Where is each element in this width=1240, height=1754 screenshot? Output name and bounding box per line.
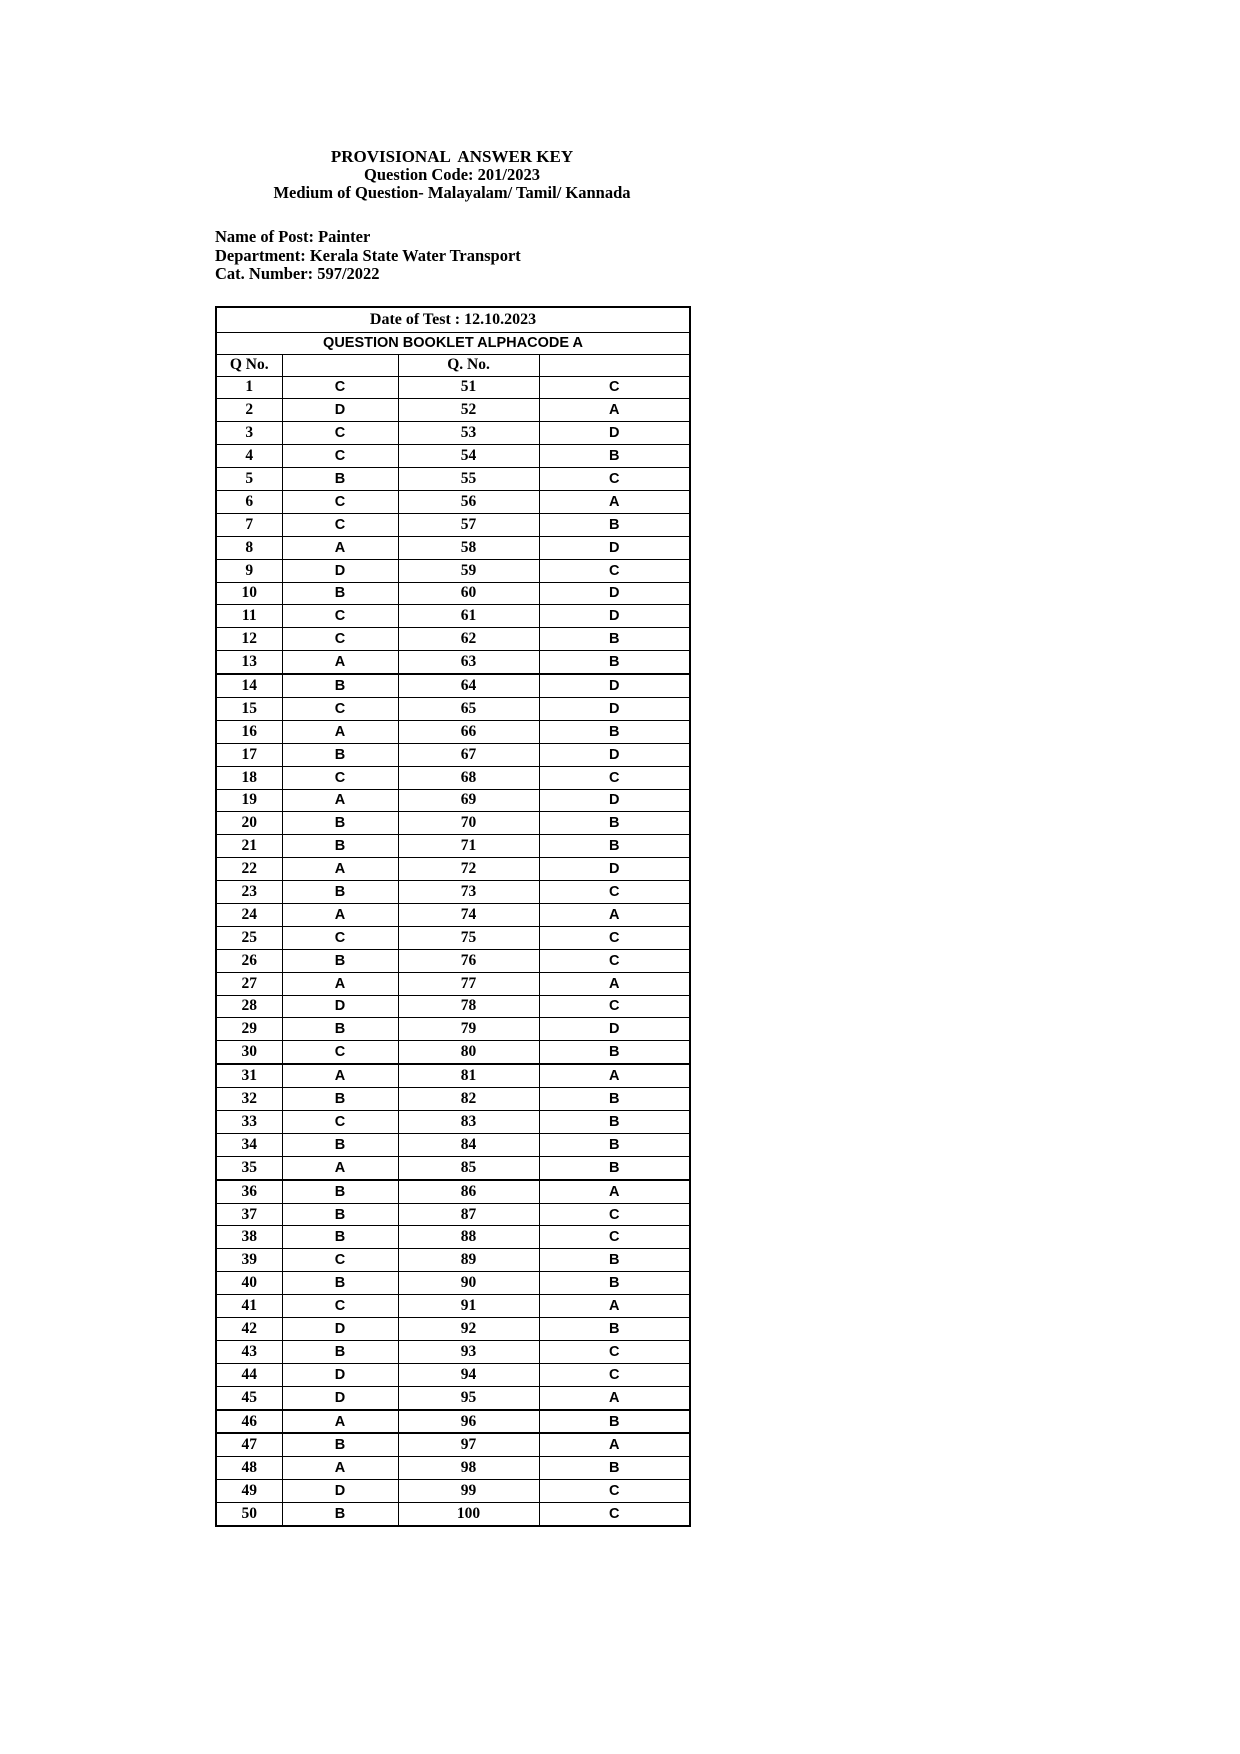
answer-cell: B [282, 1433, 398, 1456]
answer-cell: D [282, 1363, 398, 1386]
question-number-cell: 12 [216, 628, 282, 651]
content-column [215, 148, 689, 1527]
answer-cell: B [282, 1503, 398, 1526]
answer-cell: A [539, 399, 690, 422]
answer-row [216, 743, 690, 766]
answer-row [216, 766, 690, 789]
answer-cell: A [282, 1064, 398, 1087]
question-number-cell: 62 [398, 628, 539, 651]
answer-cell: A [282, 789, 398, 812]
answer-cell: C [282, 490, 398, 513]
answer-cell: B [282, 1340, 398, 1363]
question-number-cell: 3 [216, 422, 282, 445]
question-number-cell: 26 [216, 949, 282, 972]
question-number-cell: 93 [398, 1340, 539, 1363]
answer-cell: B [282, 1133, 398, 1156]
answer-cell: A [282, 1457, 398, 1480]
post-info-block [215, 228, 689, 284]
question-number-cell: 99 [398, 1480, 539, 1503]
answer-row [216, 1088, 690, 1111]
answer-row [216, 1410, 690, 1434]
answer-cell: A [282, 720, 398, 743]
answer-row [216, 1272, 690, 1295]
answer-cell: A [539, 1295, 690, 1318]
answer-row [216, 605, 690, 628]
question-number-cell: 89 [398, 1249, 539, 1272]
answer-cell: D [282, 399, 398, 422]
answer-cell: C [539, 1340, 690, 1363]
answer-row [216, 1156, 690, 1179]
answer-cell: C [282, 376, 398, 399]
answer-cell: D [539, 674, 690, 697]
question-number-cell: 78 [398, 995, 539, 1018]
col-header-qno-left: Q No. [216, 354, 282, 376]
answer-cell: A [539, 490, 690, 513]
question-number-cell: 56 [398, 490, 539, 513]
question-number-cell: 58 [398, 536, 539, 559]
answer-row [216, 468, 690, 491]
question-number-cell: 28 [216, 995, 282, 1018]
answer-cell: C [539, 881, 690, 904]
question-number-cell: 34 [216, 1133, 282, 1156]
answer-cell: C [282, 697, 398, 720]
question-number-cell: 76 [398, 949, 539, 972]
answer-cell: A [539, 972, 690, 995]
answer-row [216, 812, 690, 835]
question-number-cell: 53 [398, 422, 539, 445]
answer-cell: B [539, 1272, 690, 1295]
question-number-cell: 64 [398, 674, 539, 697]
answer-cell: B [282, 674, 398, 697]
answer-cell: A [539, 1180, 690, 1203]
answer-row [216, 513, 690, 536]
answer-row [216, 1249, 690, 1272]
question-number-cell: 17 [216, 743, 282, 766]
answer-cell: B [539, 1318, 690, 1341]
answer-cell: B [539, 1088, 690, 1111]
department-line: Department: Kerala State Water Transport [215, 245, 521, 265]
question-number-cell: 39 [216, 1249, 282, 1272]
answer-cell: B [282, 1226, 398, 1249]
question-number-cell: 98 [398, 1457, 539, 1480]
question-number-cell: 40 [216, 1272, 282, 1295]
question-number-cell: 85 [398, 1156, 539, 1179]
question-number-cell: 30 [216, 1041, 282, 1064]
answer-cell: A [282, 651, 398, 674]
answer-row [216, 1457, 690, 1480]
answer-cell: D [539, 743, 690, 766]
answer-cell: C [282, 605, 398, 628]
question-number-cell: 2 [216, 399, 282, 422]
question-number-cell: 43 [216, 1340, 282, 1363]
answer-table-body [216, 376, 690, 1526]
answer-row [216, 651, 690, 674]
question-number-cell: 4 [216, 445, 282, 468]
question-number-cell: 79 [398, 1018, 539, 1041]
question-number-cell: 88 [398, 1226, 539, 1249]
answer-cell: A [282, 1410, 398, 1434]
question-number-cell: 67 [398, 743, 539, 766]
question-number-cell: 81 [398, 1064, 539, 1087]
answer-row [216, 628, 690, 651]
answer-row [216, 490, 690, 513]
answer-row [216, 1363, 690, 1386]
answer-row [216, 582, 690, 605]
answer-cell: C [539, 1480, 690, 1503]
question-number-cell: 65 [398, 697, 539, 720]
answer-cell: C [539, 1226, 690, 1249]
question-number-cell: 84 [398, 1133, 539, 1156]
answer-cell: C [282, 766, 398, 789]
answer-cell: A [282, 858, 398, 881]
question-number-cell: 6 [216, 490, 282, 513]
question-number-cell: 74 [398, 903, 539, 926]
question-number-cell: 91 [398, 1295, 539, 1318]
answer-row [216, 789, 690, 812]
question-number-cell: 46 [216, 1410, 282, 1434]
answer-cell: D [282, 1386, 398, 1409]
question-number-cell: 72 [398, 858, 539, 881]
answer-cell: A [282, 536, 398, 559]
question-number-cell: 19 [216, 789, 282, 812]
question-number-cell: 96 [398, 1410, 539, 1434]
answer-cell: D [539, 536, 690, 559]
question-number-cell: 15 [216, 697, 282, 720]
answer-row [216, 674, 690, 697]
question-number-cell: 52 [398, 399, 539, 422]
question-number-cell: 31 [216, 1064, 282, 1087]
question-number-cell: 1 [216, 376, 282, 399]
question-number-cell: 48 [216, 1457, 282, 1480]
answer-row [216, 1318, 690, 1341]
answer-cell: B [282, 835, 398, 858]
question-number-cell: 95 [398, 1386, 539, 1409]
col-header-qno-right: Q. No. [398, 354, 539, 376]
answer-row [216, 1041, 690, 1064]
answer-row [216, 697, 690, 720]
question-number-cell: 60 [398, 582, 539, 605]
answer-cell: B [539, 1133, 690, 1156]
answer-cell: B [282, 1180, 398, 1203]
answer-cell: C [282, 1111, 398, 1134]
answer-cell: C [282, 445, 398, 468]
answer-row [216, 445, 690, 468]
answer-row [216, 1340, 690, 1363]
answer-cell: B [539, 1249, 690, 1272]
document-heading [215, 148, 689, 202]
question-number-cell: 23 [216, 881, 282, 904]
answer-cell: A [282, 1156, 398, 1179]
question-number-cell: 29 [216, 1018, 282, 1041]
question-number-cell: 87 [398, 1203, 539, 1226]
question-number-cell: 21 [216, 835, 282, 858]
answer-cell: B [282, 881, 398, 904]
answer-cell: D [282, 559, 398, 582]
answer-cell: A [539, 903, 690, 926]
question-number-cell: 75 [398, 926, 539, 949]
answer-cell: D [539, 697, 690, 720]
answer-cell: B [539, 812, 690, 835]
answer-cell: B [282, 812, 398, 835]
answer-row [216, 1503, 690, 1526]
page-title: PROVISIONAL ANSWER KEY [330, 147, 574, 166]
answer-cell: B [539, 720, 690, 743]
answer-cell: D [539, 789, 690, 812]
answer-cell: B [282, 1272, 398, 1295]
answer-row [216, 1111, 690, 1134]
answer-cell: C [282, 628, 398, 651]
answer-cell: B [539, 835, 690, 858]
answer-cell: D [282, 1318, 398, 1341]
question-number-cell: 27 [216, 972, 282, 995]
answer-cell: A [539, 1386, 690, 1409]
answer-row [216, 1433, 690, 1456]
answer-cell: C [539, 376, 690, 399]
answer-cell: B [282, 743, 398, 766]
question-number-cell: 32 [216, 1088, 282, 1111]
question-number-cell: 41 [216, 1295, 282, 1318]
answer-cell: B [539, 445, 690, 468]
question-number-cell: 45 [216, 1386, 282, 1409]
answer-cell: C [539, 995, 690, 1018]
answer-row [216, 1180, 690, 1203]
question-number-cell: 92 [398, 1318, 539, 1341]
answer-cell: D [539, 1018, 690, 1041]
answer-row [216, 1480, 690, 1503]
column-header-row [216, 354, 690, 376]
question-number-cell: 14 [216, 674, 282, 697]
answer-row [216, 1226, 690, 1249]
question-number-cell: 86 [398, 1180, 539, 1203]
question-number-cell: 37 [216, 1203, 282, 1226]
answer-cell: D [539, 582, 690, 605]
question-number-cell: 90 [398, 1272, 539, 1295]
question-number-cell: 35 [216, 1156, 282, 1179]
alphacode-header: QUESTION BOOKLET ALPHACODE A [216, 332, 690, 354]
question-number-cell: 44 [216, 1363, 282, 1386]
answer-cell: C [282, 1249, 398, 1272]
question-number-cell: 11 [216, 605, 282, 628]
answer-row [216, 1203, 690, 1226]
answer-cell: A [282, 903, 398, 926]
answer-row [216, 881, 690, 904]
answer-cell: B [539, 1457, 690, 1480]
answer-cell: C [282, 1295, 398, 1318]
answer-cell: C [539, 1363, 690, 1386]
question-number-cell: 73 [398, 881, 539, 904]
date-of-test: Date of Test : 12.10.2023 [216, 307, 690, 333]
answer-key-table [215, 306, 691, 1528]
answer-cell: B [282, 468, 398, 491]
answer-cell: D [539, 605, 690, 628]
question-number-cell: 16 [216, 720, 282, 743]
question-number-cell: 8 [216, 536, 282, 559]
question-number-cell: 50 [216, 1503, 282, 1526]
question-number-cell: 18 [216, 766, 282, 789]
question-number-cell: 68 [398, 766, 539, 789]
answer-row [216, 926, 690, 949]
alphacode-row [216, 332, 690, 354]
question-number-cell: 10 [216, 582, 282, 605]
question-number-cell: 70 [398, 812, 539, 835]
answer-row [216, 903, 690, 926]
answer-cell: C [539, 766, 690, 789]
date-of-test-row [216, 307, 690, 333]
answer-row [216, 376, 690, 399]
question-number-cell: 33 [216, 1111, 282, 1134]
answer-cell: C [539, 949, 690, 972]
question-number-cell: 54 [398, 445, 539, 468]
answer-cell: C [539, 926, 690, 949]
answer-row [216, 835, 690, 858]
answer-cell: C [539, 1203, 690, 1226]
answer-cell: B [539, 1041, 690, 1064]
question-number-cell: 83 [398, 1111, 539, 1134]
answer-cell: D [539, 858, 690, 881]
question-number-cell: 20 [216, 812, 282, 835]
answer-cell: C [539, 559, 690, 582]
answer-row [216, 995, 690, 1018]
answer-cell: C [282, 422, 398, 445]
answer-cell: C [539, 468, 690, 491]
question-number-cell: 59 [398, 559, 539, 582]
answer-row [216, 1386, 690, 1409]
question-number-cell: 7 [216, 513, 282, 536]
answer-cell: A [282, 972, 398, 995]
question-number-cell: 24 [216, 903, 282, 926]
question-number-cell: 51 [398, 376, 539, 399]
question-number-cell: 36 [216, 1180, 282, 1203]
answer-cell: B [282, 582, 398, 605]
answer-cell: B [282, 949, 398, 972]
question-number-cell: 71 [398, 835, 539, 858]
question-number-cell: 38 [216, 1226, 282, 1249]
name-of-post-line: Name of Post: Painter [215, 227, 371, 246]
answer-row [216, 559, 690, 582]
question-number-cell: 22 [216, 858, 282, 881]
answer-cell: C [282, 926, 398, 949]
cat-number-line: Cat. Number: 597/2022 [215, 264, 380, 283]
answer-cell: B [539, 651, 690, 674]
question-number-cell: 9 [216, 559, 282, 582]
answer-cell: D [282, 1480, 398, 1503]
question-number-cell: 97 [398, 1433, 539, 1456]
answer-row [216, 536, 690, 559]
question-number-cell: 57 [398, 513, 539, 536]
question-number-cell: 80 [398, 1041, 539, 1064]
answer-cell: C [282, 1041, 398, 1064]
question-number-cell: 5 [216, 468, 282, 491]
question-number-cell: 47 [216, 1433, 282, 1456]
answer-cell: B [539, 1111, 690, 1134]
answer-row [216, 1133, 690, 1156]
answer-cell: C [539, 1503, 690, 1526]
answer-cell: B [282, 1203, 398, 1226]
answer-cell: B [539, 628, 690, 651]
answer-row [216, 399, 690, 422]
medium-line: Medium of Question- Malayalam/ Tamil/ Kannada [273, 183, 631, 202]
question-number-cell: 61 [398, 605, 539, 628]
answer-cell: A [539, 1064, 690, 1087]
answer-cell: D [539, 422, 690, 445]
answer-row [216, 858, 690, 881]
answer-row [216, 1064, 690, 1087]
col-header-answer-left [282, 354, 398, 376]
answer-row [216, 422, 690, 445]
answer-row [216, 1018, 690, 1041]
answer-cell: B [282, 1088, 398, 1111]
answer-cell: B [539, 1156, 690, 1179]
question-number-cell: 55 [398, 468, 539, 491]
answer-cell: D [282, 995, 398, 1018]
answer-cell: B [539, 513, 690, 536]
question-code-line: Question Code: 201/2023 [363, 165, 540, 184]
question-number-cell: 82 [398, 1088, 539, 1111]
answer-row [216, 949, 690, 972]
answer-cell: C [282, 513, 398, 536]
question-number-cell: 49 [216, 1480, 282, 1503]
col-header-answer-right [539, 354, 690, 376]
question-number-cell: 13 [216, 651, 282, 674]
question-number-cell: 94 [398, 1363, 539, 1386]
question-number-cell: 100 [398, 1503, 539, 1526]
answer-row [216, 1295, 690, 1318]
question-number-cell: 25 [216, 926, 282, 949]
question-number-cell: 66 [398, 720, 539, 743]
answer-row [216, 972, 690, 995]
question-number-cell: 69 [398, 789, 539, 812]
answer-cell: B [539, 1410, 690, 1434]
answer-cell: A [539, 1433, 690, 1456]
answer-cell: B [282, 1018, 398, 1041]
question-number-cell: 77 [398, 972, 539, 995]
answer-row [216, 720, 690, 743]
question-number-cell: 42 [216, 1318, 282, 1341]
question-number-cell: 63 [398, 651, 539, 674]
